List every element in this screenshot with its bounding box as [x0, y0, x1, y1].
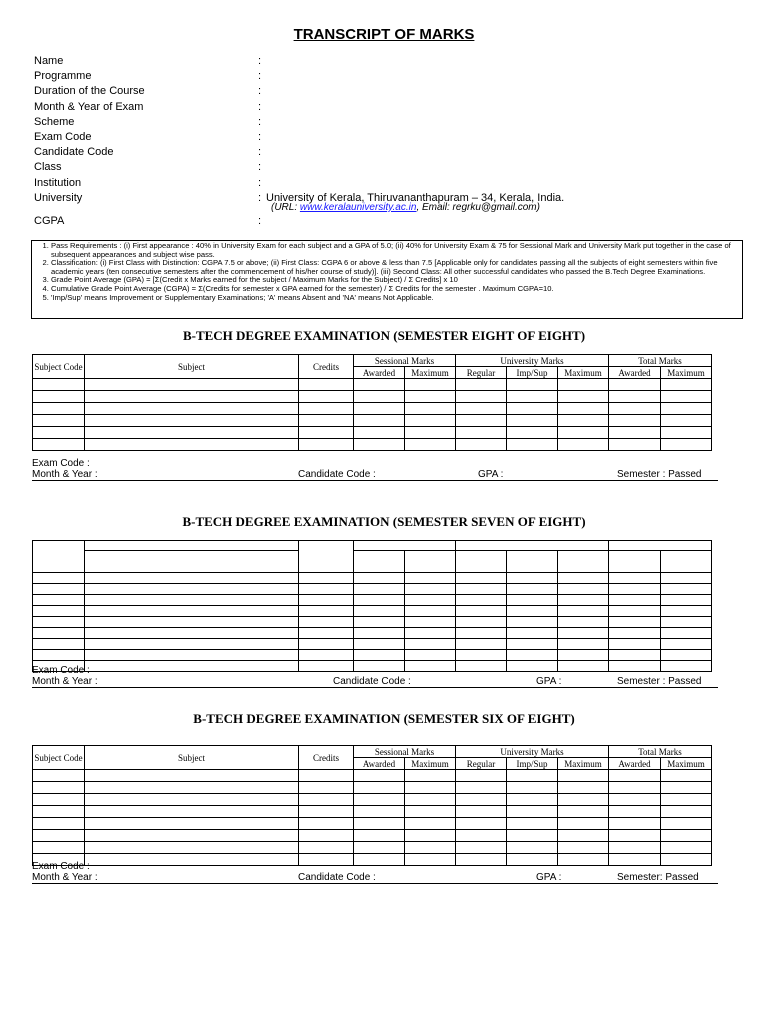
note-item: 3. Grade Point Average (GPA) = [Σ(Credit x Marks earned for the subject / Maximum Marks for the Subject) / Σ Credits] x 10	[51, 276, 737, 285]
table-row	[33, 794, 712, 806]
table-row	[33, 427, 712, 439]
month-year-label: Month & Year :	[32, 675, 98, 687]
semester-seven-footer	[32, 666, 718, 688]
notes-box	[31, 240, 743, 319]
table-row	[33, 584, 712, 595]
header-subject: Subject	[85, 355, 299, 379]
header-credits: Credits	[299, 746, 354, 770]
info-label: Name	[34, 55, 64, 67]
header-subject-code: Subject Code	[33, 355, 85, 379]
header-maximum: Maximum	[405, 758, 456, 770]
candidate-code-label: Candidate Code :	[298, 468, 376, 480]
exam-code-label: Exam Code :	[32, 458, 90, 469]
semester-seven-table	[32, 540, 712, 672]
note-item: 4. Cumulative Grade Point Average (CGPA) = Σ(Credits for semester x GPA earned for the semester) / Σ Credits for the semester . Maximum CGPA=10.	[51, 285, 737, 294]
table-row	[33, 830, 712, 842]
info-label: Scheme	[34, 115, 75, 128]
header-awarded: Awarded	[609, 367, 661, 379]
header-subject: Subject	[85, 746, 299, 770]
semester-six-footer	[32, 862, 718, 884]
semester-six-table	[32, 745, 712, 866]
semester-eight-table	[32, 354, 712, 451]
exam-code-label: Exam Code :	[32, 861, 90, 872]
semester-seven-title: B-TECH DEGREE EXAMINATION (SEMESTER SEVEN OF EIGHT)	[182, 514, 586, 529]
table-row	[33, 573, 712, 584]
table-row	[33, 606, 712, 617]
university-url-link[interactable]: www.keralauniversity.ac.in	[299, 201, 417, 213]
table-row	[33, 379, 712, 391]
month-year-label: Month & Year :	[32, 468, 98, 480]
table-row	[33, 415, 712, 427]
header-credits: Credits	[299, 355, 354, 379]
header-imp-sup: Imp/Sup	[507, 367, 558, 379]
header-regular: Regular	[456, 758, 507, 770]
header-maximum: Maximum	[558, 367, 609, 379]
month-year-label: Month & Year :	[32, 871, 98, 883]
header-maximum: Maximum	[558, 758, 609, 770]
header-maximum: Maximum	[405, 367, 456, 379]
header-awarded: Awarded	[609, 758, 661, 770]
info-label: Exam Code	[34, 130, 92, 143]
page-title: TRANSCRIPT OF MARKS	[293, 26, 475, 43]
info-label: Institution	[34, 176, 82, 189]
header-imp-sup: Imp/Sup	[507, 758, 558, 770]
semester-status: Semester : Passed	[617, 675, 702, 687]
header-university-marks: University Marks	[456, 746, 609, 758]
candidate-code-label: Candidate Code :	[333, 675, 411, 687]
semester-eight-footer	[32, 459, 718, 481]
header-university-marks: University Marks	[456, 355, 609, 367]
header-maximum: Maximum	[661, 758, 712, 770]
header-awarded: Awarded	[354, 758, 405, 770]
semester-status: Semester : Passed	[617, 468, 702, 480]
table-row	[33, 639, 712, 650]
note-item: 5. 'Imp/Sup' means Improvement or Supplementary Examinations; 'A' means Absent and 'NA' means Not Applicable.	[51, 294, 737, 303]
gpa-label: GPA :	[536, 871, 562, 883]
table-row	[33, 650, 712, 661]
table-row	[33, 770, 712, 782]
table-row	[33, 628, 712, 639]
header-sessional-marks: Sessional Marks	[354, 746, 456, 758]
table-row	[33, 595, 712, 606]
table-row	[33, 391, 712, 403]
info-label: Candidate Code	[34, 146, 114, 159]
info-label: Programme	[34, 70, 92, 83]
info-label: CGPA	[34, 214, 65, 227]
semester-status: Semester: Passed	[617, 871, 699, 883]
table-row	[33, 818, 712, 830]
header-total-marks: Total Marks	[609, 746, 712, 758]
info-label: Month & Year of Exam	[34, 100, 144, 113]
info-label: University	[34, 191, 83, 204]
table-row	[33, 403, 712, 415]
table-row	[33, 842, 712, 854]
note-item: 2. Classification: (i) First Class with Distinction: CGPA 7.5 or above; (ii) First Class: CGPA 6 or above & less than 7.5 [Applicable only for candidates passing all the subjects of eight semesters within five academic years (ten consecutive semesters after the commencement of his/her course of study)]. (iii) Second Class: All other successful candidates who passed the B.Tech Degree Examinations.	[51, 259, 737, 276]
table-row	[33, 782, 712, 794]
info-value: University of Kerala, Thiruvananthapuram – 34, Kerala, India.	[266, 191, 565, 204]
gpa-label: GPA :	[536, 675, 562, 687]
info-label: Duration of the Course	[34, 85, 145, 98]
header-total-marks: Total Marks	[609, 355, 712, 367]
header-regular: Regular	[456, 367, 507, 379]
note-item: 1. Pass Requirements : (i) First appearance : 40% in University Exam for each subject and a GPA of 5.0; (ii) 40% for University Exam & 75 for Sessional Mark and University Mark put together in the case of subsequent appearances and subject wise pass.	[51, 242, 737, 259]
exam-code-label: Exam Code :	[32, 665, 90, 676]
table-row	[33, 806, 712, 818]
semester-six-title: B-TECH DEGREE EXAMINATION (SEMESTER SIX OF EIGHT)	[193, 711, 575, 726]
candidate-code-label: Candidate Code :	[298, 871, 376, 883]
header-sessional-marks: Sessional Marks	[354, 355, 456, 367]
info-label: Class	[34, 161, 62, 174]
header-subject-code: Subject Code	[33, 746, 85, 770]
gpa-label: GPA :	[478, 468, 504, 480]
semester-eight-title: B-TECH DEGREE EXAMINATION (SEMESTER EIGHT OF EIGHT)	[182, 328, 586, 343]
table-row	[33, 617, 712, 628]
header-maximum: Maximum	[661, 367, 712, 379]
table-row	[33, 439, 712, 451]
header-awarded: Awarded	[354, 367, 405, 379]
